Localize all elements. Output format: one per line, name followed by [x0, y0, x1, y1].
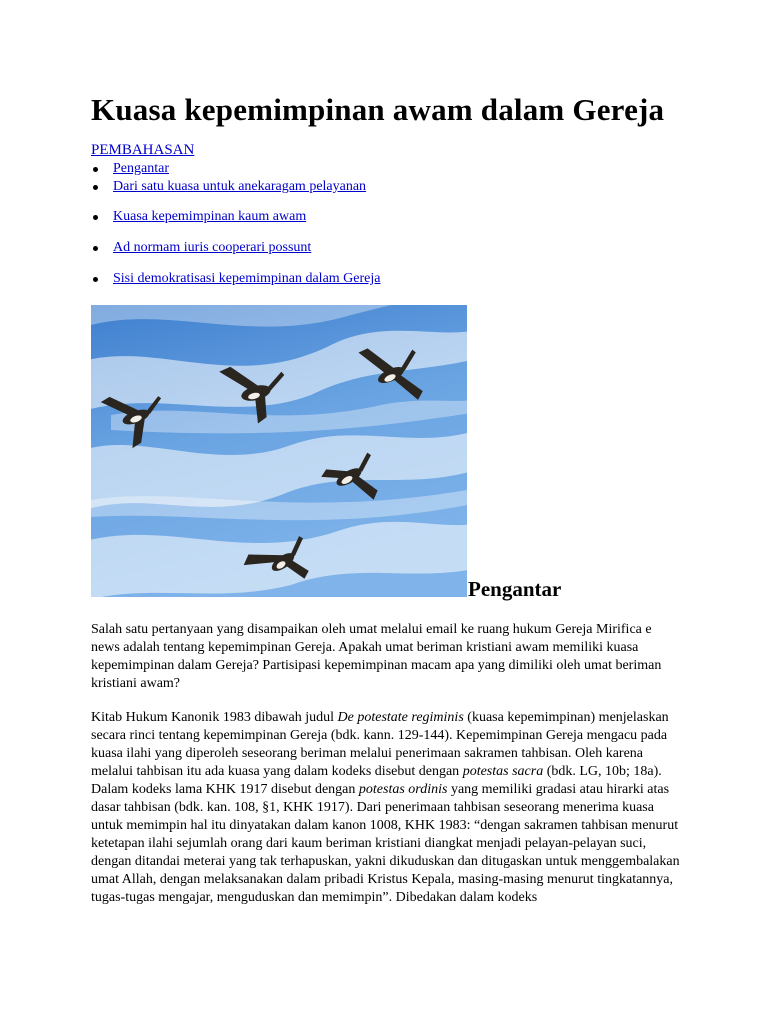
- italic-term: potestas ordinis: [358, 782, 448, 797]
- article-title: Kuasa kepemimpinan awam dalam Gereja: [91, 92, 665, 127]
- toc-link[interactable]: Dari satu kuasa untuk anekaragam pelayanan: [113, 179, 367, 194]
- paragraph-canon-law: [91, 709, 681, 907]
- paragraph-intro: Salah satu pertanyaan yang disampaikan oleh umat melalui email ke ruang hukum Gereja Mirifica e news adalah tentang kepemimpinan Gereja. Apakah umat beriman kristiani awam memiliki kuasa kepemimpinan dalam Gereja? Partisipasi kepemimpinan macam apa yang dimiliki oleh umat beriman kristiani awam?: [91, 622, 662, 691]
- toc-item-kuasa-pelayanan: [113, 178, 673, 196]
- section-heading-pengantar: Pengantar: [468, 577, 562, 601]
- geese-sky-photo: [91, 305, 467, 597]
- toc-item-kuasa-awam: [113, 208, 673, 226]
- text-run: (kuasa kepemimpinan) menjelaskan secara rinci tentang kepemimpinan Gereja (bdk. kann. 129-144). Kepemimpinan Gereja mengacu pada kuasa ilahi yang diperoleh seseorang beriman melalui penerimaan sakramen tahbisan. Oleh karena melalui tahbisan itu ada kuasa yang dalam kodeks disebut dengan: [91, 710, 669, 779]
- text-run: yang memiliki gradasi atau hirarki atas dasar tahbisan (bdk. kan. 108, §1, KHK 1917). Dari penerimaan tahbisan seseorang menerima kuasa untuk memimpin hal itu dinyatakan dalam kanon 1008, KHK 1983: “dengan sakramen tahbisan menurut ketetapan ilahi sejumlah orang dari kaum beriman kristiani diangkat menjadi pelayan-pelayan suci, dengan ditandai meterai yang tak terhapuskan, yakni dikuduskan dan ditugaskan untuk menggembalakan umat Allah, dengan melaksanakan dalam pribadi Kristus Kepala, masing-masing menurut tingkatannya, tugas-tugas mengajar, menguduskan dan memimpin”. Dibedakan dalam kodeks: [91, 782, 680, 905]
- text-run: (bdk. LG, 10b; 18a). Dalam kodeks lama KHK 1917 disebut dengan: [91, 764, 662, 797]
- toc-link[interactable]: Ad normam iuris cooperari possunt: [113, 240, 312, 255]
- toc-link[interactable]: Pengantar: [113, 161, 169, 176]
- text-run: Kitab Hukum Kanonik 1983 dibawah judul: [91, 710, 338, 725]
- flying-geese-image: [91, 305, 467, 597]
- toc-link[interactable]: Kuasa kepemimpinan kaum awam: [113, 209, 307, 224]
- toc-heading-link[interactable]: PEMBAHASAN: [91, 142, 195, 158]
- italic-term: potestas sacra: [462, 764, 544, 779]
- italic-term: De potestate regiminis: [337, 710, 464, 725]
- toc-link[interactable]: Sisi demokratisasi kepemimpinan dalam Gereja: [113, 271, 381, 286]
- toc-item-pengantar: [113, 160, 673, 178]
- toc-item-demokratisasi: [113, 270, 673, 288]
- toc-item-ad-normam: [113, 239, 673, 257]
- table-of-contents: [113, 160, 673, 286]
